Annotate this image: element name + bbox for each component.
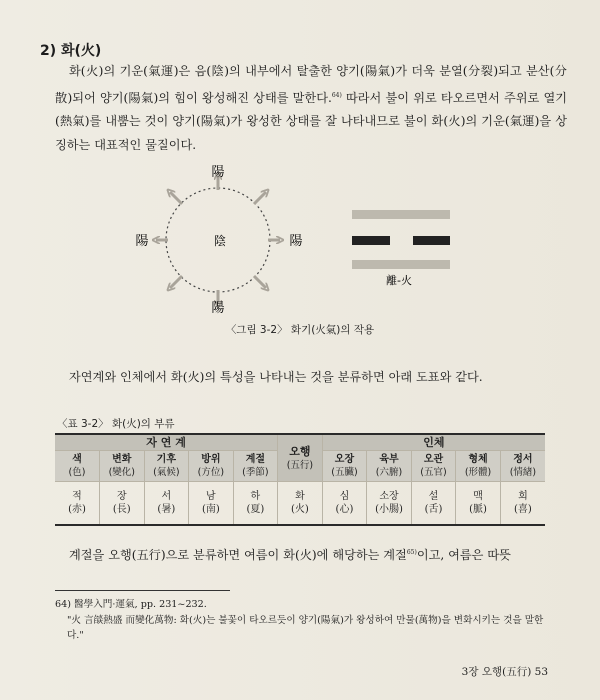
value-kr: 화 [295, 491, 305, 502]
header-cell [322, 451, 367, 482]
header-cn: (方位) [197, 467, 225, 478]
trigram-label: 離-火 [386, 274, 412, 287]
value-cn: (小腸) [375, 504, 403, 515]
value-cell [100, 482, 145, 526]
yang-left-label: 陽 [135, 234, 149, 249]
header-cn: (情緖) [509, 467, 537, 478]
wuxing-header-kr: 오행 [289, 444, 311, 458]
header-kr: 계절 [245, 454, 266, 465]
value-cn: (夏) [246, 504, 265, 515]
paragraph-3-text-a: 계절을 오행(五行)으로 분류하면 여름이 화(火)에 해당하는 계절 [69, 548, 407, 563]
footnote-quote: "火 言燄熱盛 而變化萬物: 화(火)는 불꽃이 타오르듯이 양기(陽氣)가 왕성하여 만물(萬物)을 변화시키는 것을 말한다." [67, 614, 544, 641]
group-body-header: 인체 [322, 434, 545, 451]
value-kr: 설 [428, 491, 439, 502]
header-kr: 방위 [201, 454, 221, 465]
paragraph-1-text-a: 화(火)의 기운(氣運)은 음(陰)의 내부에서 탈출한 양기(陽氣)가 더욱 분열(分裂)되고 분산(分散)되어 양기(陽氣)의 힘이 왕성해진 상태를 말한다. [55, 64, 567, 105]
section-heading: 2) 화(火) [40, 43, 102, 59]
header-kr: 색 [72, 454, 82, 465]
figure-caption: 〈그림 3-2〉 화기(火氣)의 작용 [225, 324, 375, 336]
value-cn: (舌) [424, 504, 443, 515]
value-cell [189, 482, 234, 526]
value-kr: 남 [206, 491, 216, 502]
value-cn: (脈) [469, 504, 487, 515]
footnote-ref-64: 64) [331, 91, 342, 99]
yang-right-label: 陽 [289, 234, 303, 249]
header-cell [411, 451, 456, 482]
header-cell [144, 451, 189, 482]
header-kr: 기후 [156, 454, 176, 465]
table-caption: 〈표 3-2〉 화(火)의 부류 [57, 418, 175, 430]
value-cn: (赤) [68, 504, 86, 515]
header-cn: (六腑) [375, 467, 403, 478]
value-kr: 하 [250, 491, 261, 502]
value-kr: 맥 [473, 491, 483, 502]
value-cell [456, 482, 501, 526]
wuxing-header-cn: (五行) [286, 459, 314, 471]
fire-classification-table [55, 433, 545, 526]
header-cell [456, 451, 501, 482]
value-kr: 적 [72, 491, 82, 502]
fire-energy-diagram [130, 160, 450, 320]
value-cell [367, 482, 412, 526]
trigram-bottom-line [352, 260, 450, 269]
header-kr: 오관 [423, 454, 444, 465]
paragraph-3-text-b: 이고, 여름은 따뜻 [416, 548, 511, 563]
value-cn: (長) [112, 504, 131, 515]
header-cn: (形體) [464, 467, 492, 478]
footnote-divider [55, 590, 230, 591]
header-kr: 육부 [379, 454, 399, 465]
header-kr: 정서 [513, 454, 533, 465]
footnote-ref-65: 65) [406, 549, 417, 556]
page-footer: 3장 오행(五行) 53 [461, 666, 548, 678]
value-cell [500, 482, 545, 526]
wuxing-value-cell [278, 482, 323, 526]
value-kr: 장 [116, 491, 127, 502]
trigram-middle-left [352, 236, 390, 245]
header-cell [500, 451, 545, 482]
trigram-middle-right [413, 236, 450, 245]
footnote-reference: 64) 醫學入門·運氣, pp. 231~232. [55, 599, 207, 610]
header-cell [100, 451, 145, 482]
table-group-row [55, 434, 545, 451]
header-cell [189, 451, 234, 482]
header-kr: 오장 [334, 454, 355, 465]
paragraph-3 [55, 541, 567, 568]
header-cell [233, 451, 278, 482]
value-cell [322, 482, 367, 526]
value-kr: 서 [161, 491, 172, 502]
value-cn: (火) [291, 504, 309, 515]
header-cn: (色) [68, 467, 86, 478]
trigram-top-line [352, 210, 450, 219]
header-cn: (氣候) [153, 467, 180, 478]
header-cn: (五臟) [331, 467, 358, 478]
table-value-row [55, 482, 545, 526]
value-cell [144, 482, 189, 526]
yin-center-label: 陰 [213, 234, 227, 248]
header-cn: (變化) [108, 467, 135, 478]
paragraph-2: 자연계와 인체에서 화(火)의 특성을 나타내는 것을 분류하면 아래 도표와 같다. [69, 370, 483, 384]
value-kr: 소장 [379, 491, 399, 502]
header-kr: 변화 [112, 454, 132, 465]
value-cn: (南) [201, 504, 220, 515]
value-cn: (暑) [157, 504, 176, 515]
group-nature-header: 자 연 계 [55, 434, 278, 451]
header-kr: 형체 [468, 454, 488, 465]
header-cell [367, 451, 412, 482]
value-cell [411, 482, 456, 526]
value-cell [233, 482, 278, 526]
li-trigram-symbol [352, 210, 450, 269]
yang-top-label: 陽 [211, 165, 225, 180]
value-kr: 희 [518, 491, 528, 502]
paragraph-1 [55, 60, 567, 157]
value-kr: 심 [339, 491, 350, 502]
value-cn: (喜) [514, 504, 532, 515]
value-cn: (心) [335, 504, 354, 515]
header-cn: (季節) [242, 467, 269, 478]
footnote-64 [55, 597, 555, 644]
header-cn: (五官) [420, 467, 447, 478]
yang-bottom-label: 陽 [211, 301, 225, 316]
header-cell [55, 451, 100, 482]
paragraph-1-text-b: 따라서 불이 위로 타오르면서 주위로 열기(熱氣)를 내뿜는 것이 양기(陽氣)가 왕성한 상태를 잘 나타내므로 불이 화(火)의 기운(氣運)을 상징하는 대표적인 물질이다. [55, 90, 567, 152]
wuxing-header [278, 434, 323, 482]
value-cell [55, 482, 100, 526]
